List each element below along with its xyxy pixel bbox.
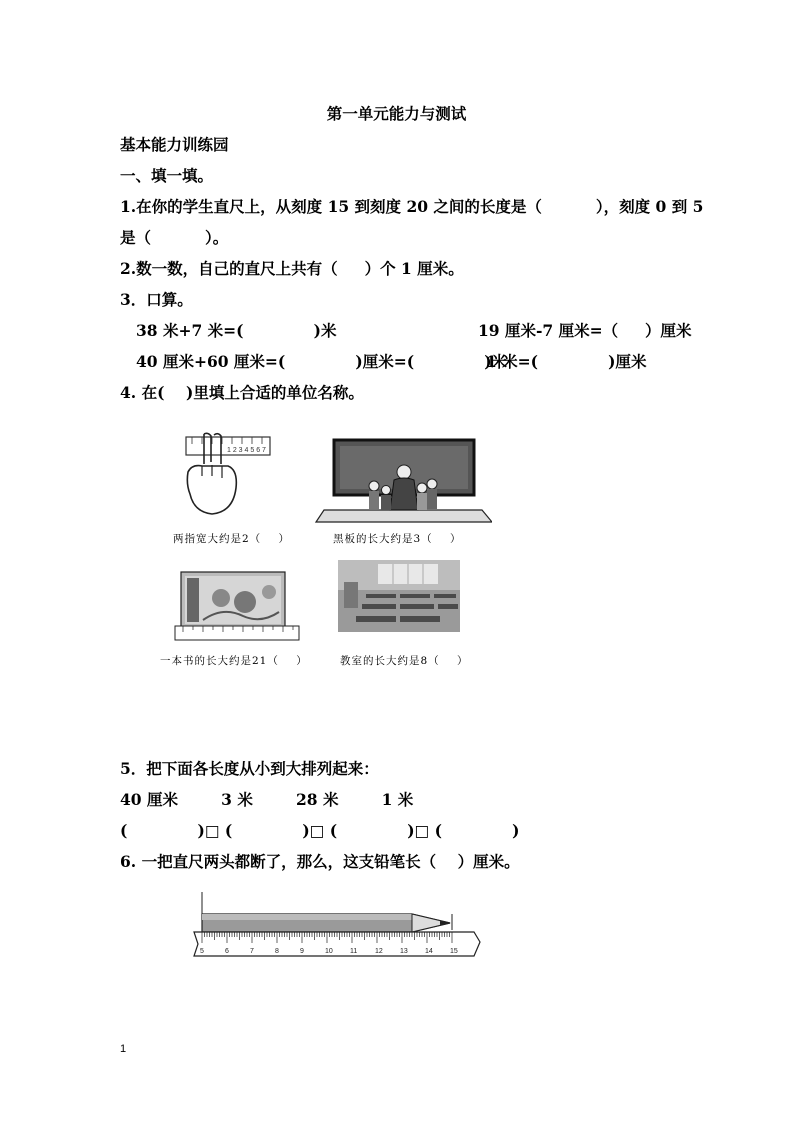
ruler-tick-label: 15 [450,948,458,955]
question-3: 3．口算。 [120,290,193,309]
question-3-item-c: 40 厘米+60 厘米=( )厘米=( )米 [136,352,508,371]
part-heading: 一、填一填。 [120,166,214,185]
fingers-ruler-picture [178,432,278,518]
question-6: 6. 一把直尺两头都断了，那么，这支铅笔长（ ）厘米。 [120,852,520,871]
question-4: 4. 在( )里填上合适的单位名称。 [120,383,364,402]
book-caption: 一本书的长大约是21（ ） [160,655,308,667]
question-1-line-2: 是（ ）。 [120,228,229,247]
blackboard-picture [314,438,492,526]
question-5-blanks: ( )□ ( )□ ( )□ ( ) [120,821,520,840]
fingers-caption: 两指宽大约是2（ ） [173,533,291,545]
ruler-tick-label: 12 [375,948,383,955]
ruler-tick-label: 5 [200,948,204,955]
question-5: 5．把下面各长度从小到大排列起来： [120,759,379,778]
question-1-line-1: 1.在你的学生直尺上，从刻度 15 到刻度 20 之间的长度是（ ），刻度 0 到 5 [120,197,704,216]
ruler-tick-label: 14 [425,948,433,955]
question-3-item-d: 1 米=( )厘米 [486,352,647,371]
ruler-tick-label: 13 [400,948,408,955]
classroom-caption: 教室的长大约是8（ ） [340,655,469,667]
question-3-item-a: 38 米+7 米=( )米 [136,321,337,340]
ruler-tick-label: 10 [325,948,333,955]
book-ruler-picture [173,570,301,642]
section-heading: 基本能力训练园 [120,135,229,154]
ruler-top-label: 1 2 3 4 5 6 7 [227,447,266,454]
ruler-tick-label: 6 [225,948,229,955]
ruler-tick-label: 11 [350,948,358,955]
page-number: 1 [120,1043,127,1055]
ruler-tick-label: 7 [250,948,254,955]
classroom-picture [338,560,460,632]
question-5-items: 40 厘米 3 米 28 米 1 米 [120,790,414,809]
page-title: 第一单元能力与测试 [326,104,467,123]
pencil-ruler-picture [190,890,482,964]
question-2: 2.数一数，自己的直尺上共有（ ）个 1 厘米。 [120,259,464,278]
ruler-tick-label: 9 [300,948,304,955]
question-3-item-b: 19 厘米-7 厘米=（ ）厘米 [478,321,692,340]
blackboard-caption: 黑板的长大约是3（ ） [333,533,462,545]
ruler-tick-label: 8 [275,948,279,955]
